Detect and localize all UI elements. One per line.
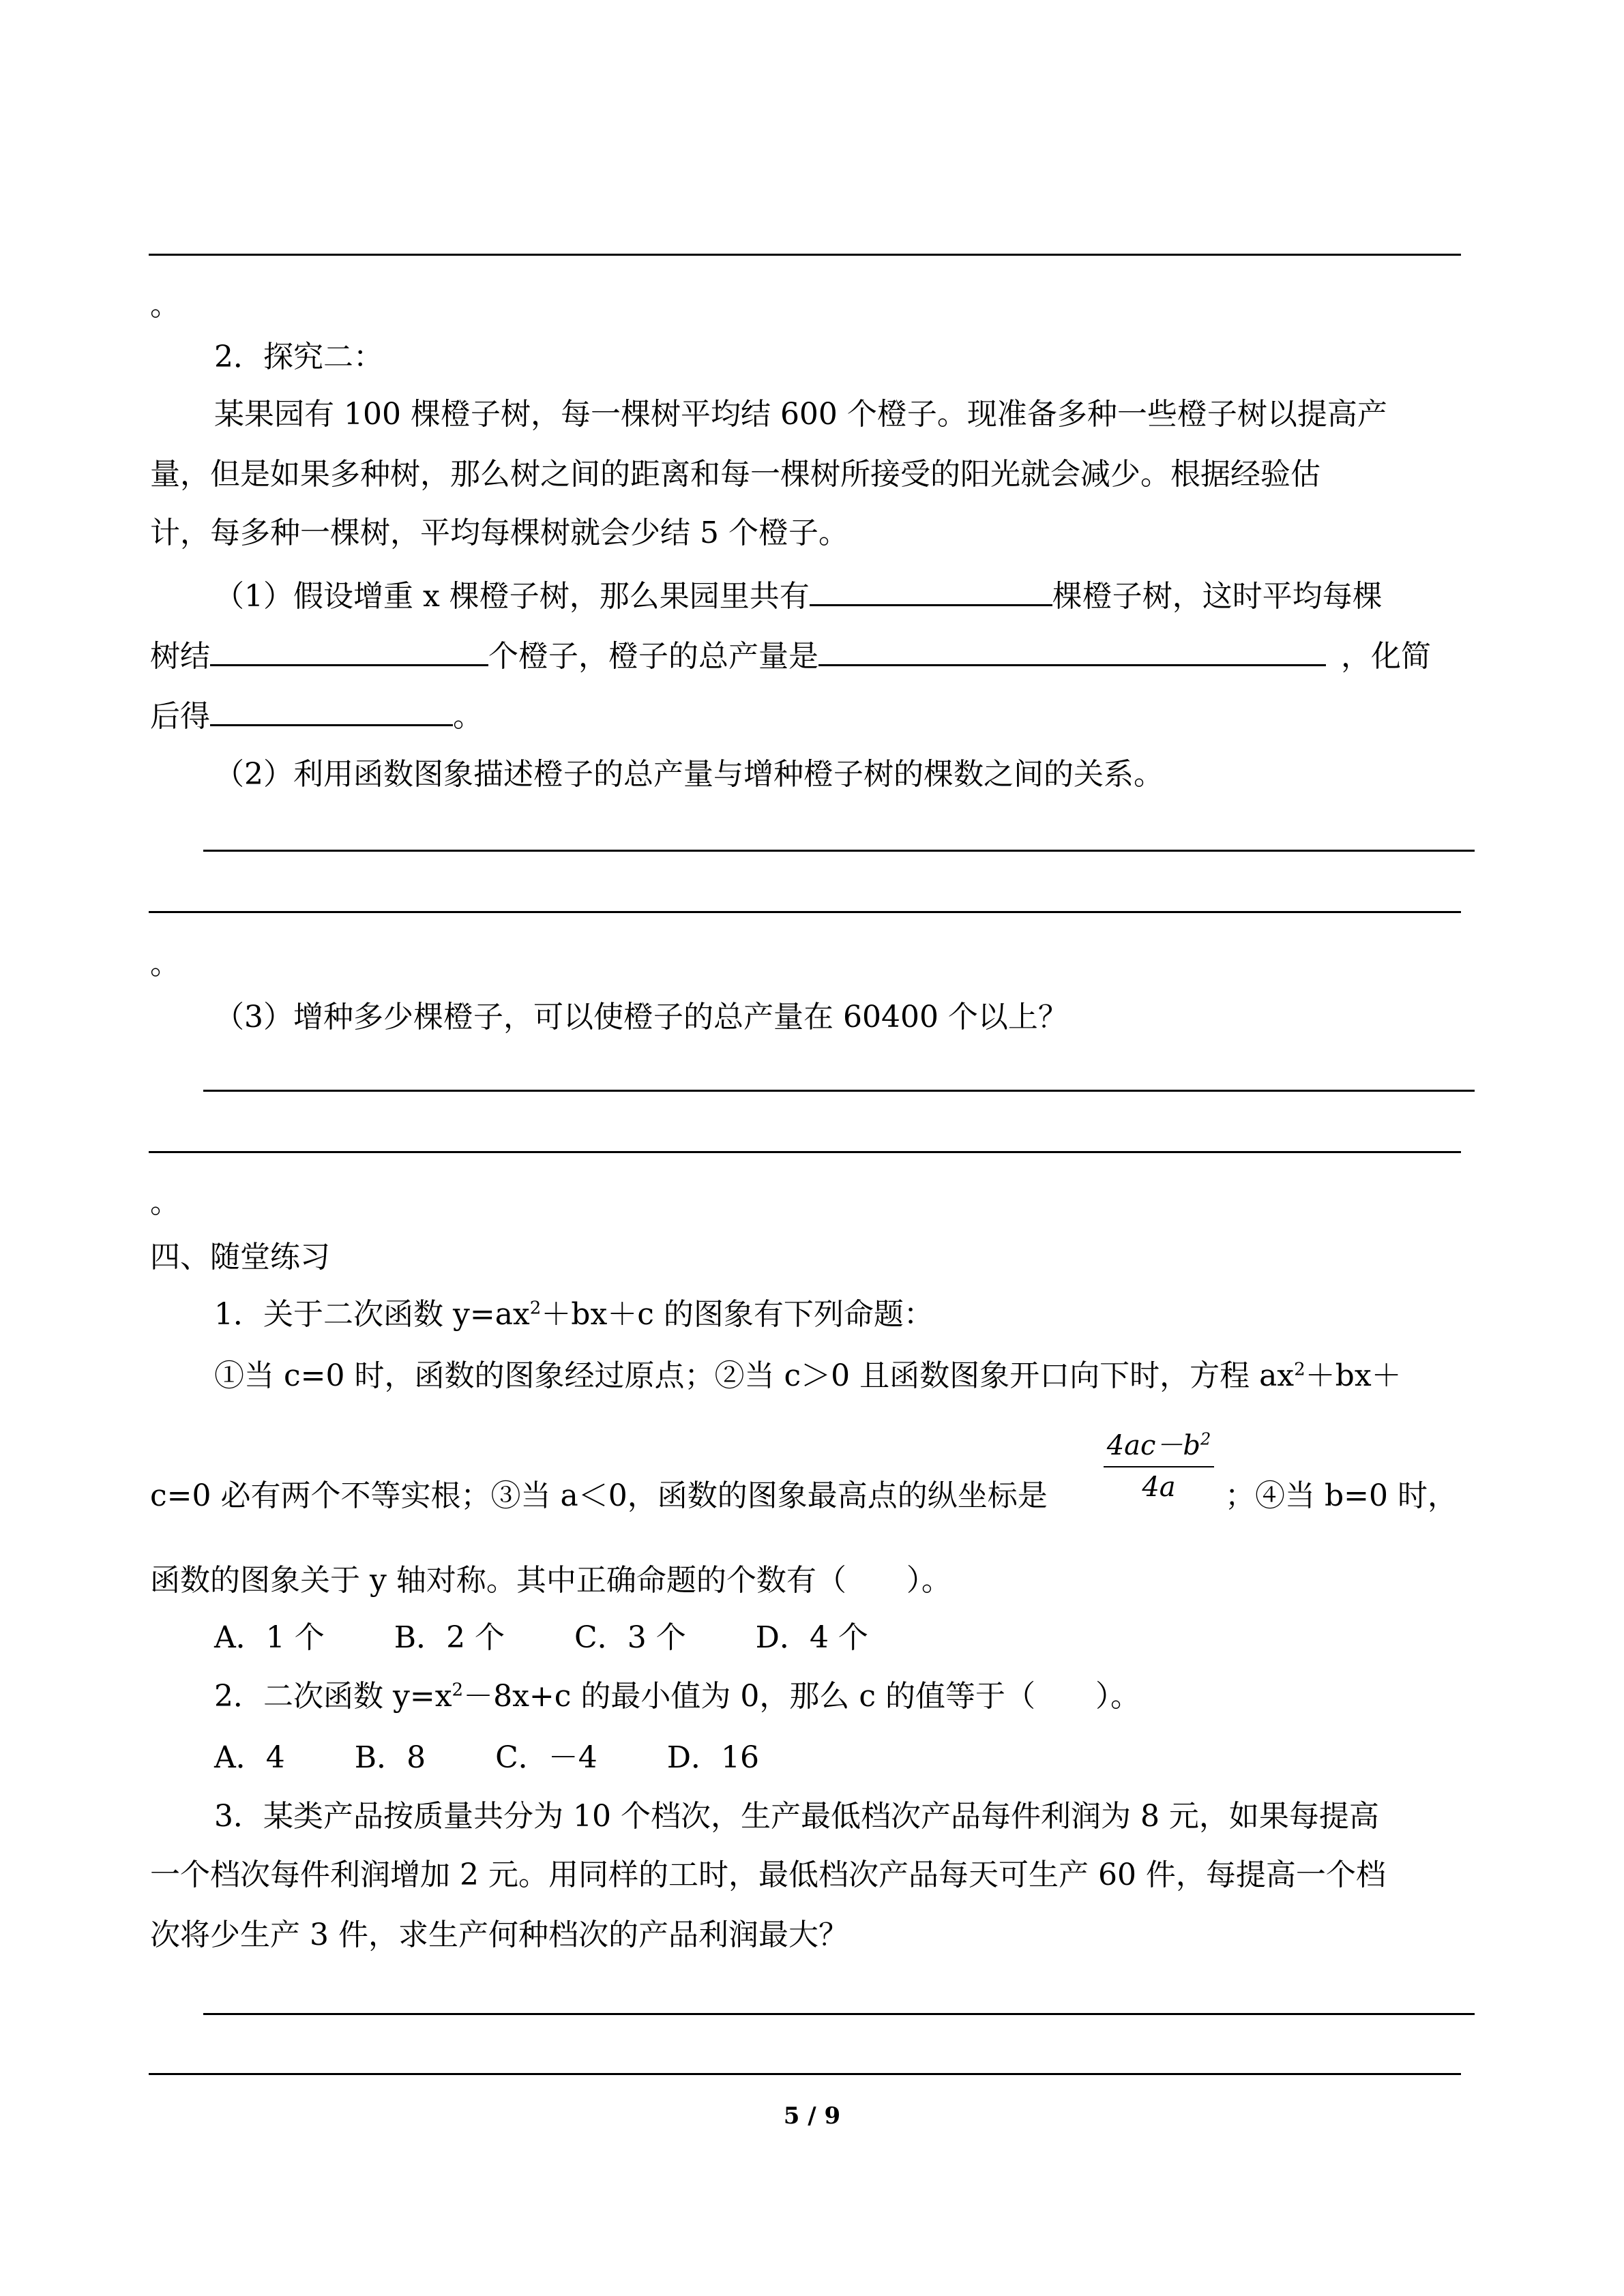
answer-choices: A．4 B．8 C．－4 D．16 (214, 1740, 759, 1775)
fill-blank[interactable] (210, 696, 453, 726)
page-number: 5 / 9 (783, 2102, 841, 2130)
answer-line (203, 2013, 1475, 2015)
question-text: 2．二次函数 y=x (214, 1679, 452, 1714)
answer-line (203, 1090, 1475, 1092)
section-heading: 2．探究二： (214, 340, 383, 374)
question-text: ①当 c=0 时，函数的图象经过原点；②当 c＞0 且函数图象开口向下时，方程 ax (214, 1358, 1295, 1393)
fraction-bar (1104, 1466, 1214, 1467)
paragraph-line: 某果园有 100 棵橙子树，每一棵树平均结 600 个橙子。现准备多种一些橙子树以提高产 (214, 397, 1387, 432)
question-line: ；④当 b=0 时， (1225, 1478, 1458, 1513)
fraction-denominator: 4a (1142, 1472, 1176, 1503)
question-line (214, 1296, 934, 1334)
answer-line (149, 911, 1461, 913)
question-text: （1）假设增重 x 棵橙子树，那么果园里共有 (214, 579, 810, 614)
fill-blank[interactable] (818, 636, 1326, 666)
answer-line (149, 2073, 1461, 2075)
fraction-numerator (1101, 1424, 1217, 1463)
period-mark: 。 (150, 946, 180, 981)
question-line: c=0 必有两个不等实根；③当 a＜0，函数的图象最高点的纵坐标是 (150, 1478, 1048, 1513)
question-line: （3）增种多少棵橙子，可以使橙子的总产量在 60400 个以上？ (214, 1000, 1068, 1034)
question-text: －8x+c 的最小值为 0，那么 c 的值等于（ ）。 (463, 1679, 1140, 1714)
question-line (214, 1678, 1140, 1716)
question-line (214, 1357, 1402, 1395)
question-text: 后得 (150, 699, 210, 734)
question-text: ，化简 (1341, 639, 1431, 674)
question-text: ＋bx＋ (1305, 1358, 1402, 1393)
period-mark: 。 (150, 1185, 180, 1220)
paragraph-line: 次将少生产 3 件，求生产何种档次的产品利润最大？ (150, 1918, 848, 1952)
question-line (214, 576, 1383, 616)
question-text: 树结 (150, 639, 210, 674)
exponent: 2 (1294, 1359, 1305, 1380)
question-line: 函数的图象关于 y 轴对称。其中正确命题的个数有（ ）。 (150, 1563, 951, 1598)
question-text: 1．关于二次函数 y=ax (214, 1297, 530, 1332)
answer-line (149, 1151, 1461, 1153)
question-text: 。 (453, 699, 483, 734)
paragraph-line: 量，但是如果多种树，那么树之间的距离和每一棵树所接受的阳光就会减少。根据经验估 (150, 457, 1320, 492)
exponent: 2 (529, 1298, 542, 1319)
question-line (150, 636, 1431, 676)
fill-blank[interactable] (810, 576, 1052, 606)
numerator-text: 4ac－b (1106, 1430, 1201, 1461)
question-text: 个橙子，橙子的总产量是 (488, 639, 818, 674)
fill-blank[interactable] (210, 636, 488, 666)
question-text: ＋bx＋c 的图象有下列命题： (541, 1297, 934, 1332)
question-text: 棵橙子树，这时平均每棵 (1052, 579, 1383, 614)
paragraph-line: 一个档次每件利润增加 2 元。用同样的工时，最低档次产品每天可生产 60 件，每提高一个档 (150, 1858, 1386, 1892)
question-line: （2）利用函数图象描述橙子的总产量与增种橙子树的棵数之间的关系。 (214, 757, 1164, 792)
exponent: 2 (452, 1680, 464, 1701)
answer-line (149, 254, 1461, 256)
paragraph-line: 计，每多种一棵树，平均每棵树就会少结 5 个橙子。 (150, 516, 848, 550)
numerator-exponent: 2 (1200, 1429, 1211, 1449)
paragraph-line: 3．某类产品按质量共分为 10 个档次，生产最低档次产品每件利润为 8 元，如果每提高 (214, 1799, 1379, 1834)
answer-line (203, 850, 1475, 852)
question-line (150, 696, 483, 736)
answer-choices: A．1 个 B．2 个 C．3 个 D．4 个 (214, 1620, 868, 1655)
period-mark: 。 (150, 288, 180, 323)
fraction-formula (1101, 1424, 1217, 1512)
section-heading: 四、随堂练习 (150, 1240, 330, 1274)
